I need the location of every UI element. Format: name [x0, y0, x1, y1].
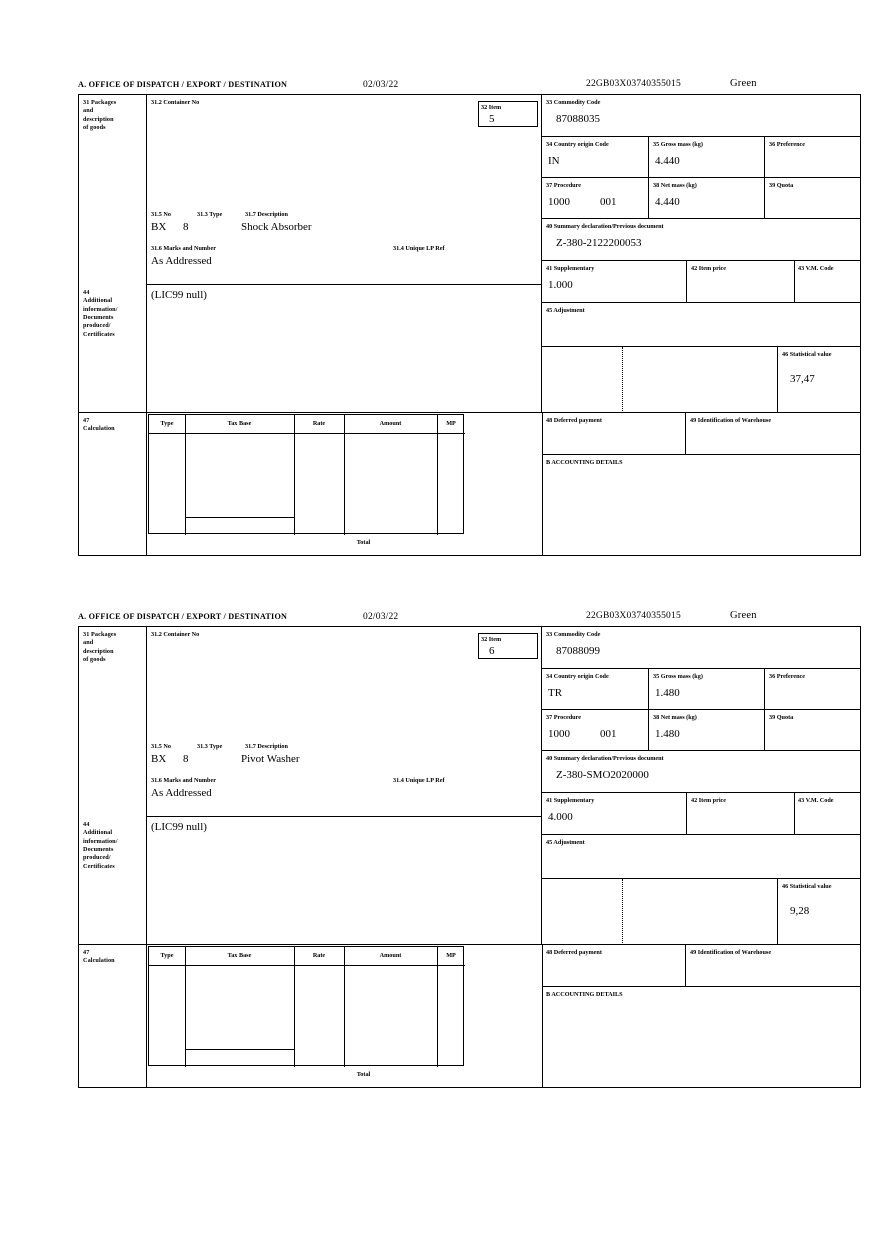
- box46-region-cell: [542, 347, 860, 413]
- box31-4-uniquelp-label: 31.4 Unique LP Ref: [393, 777, 445, 784]
- box31-label-line-1: and: [83, 639, 94, 647]
- box46-dotted-divider: [622, 347, 623, 413]
- box31-label-line-0: 31 Packages: [83, 631, 117, 638]
- box49-label: 49 Identification of Warehouse: [690, 417, 772, 424]
- box34-label: 34 Country origin Code: [546, 673, 609, 680]
- box31-7-description-value: Shock Absorber: [241, 221, 312, 233]
- box47-col-header-0: Type: [160, 952, 174, 959]
- box48-deferred-payment-cell: [542, 413, 686, 455]
- box37-procedure-cell: [542, 710, 649, 751]
- box31-label-line-2: description: [83, 115, 114, 123]
- box39-label: 39 Quota: [769, 182, 794, 189]
- box44-label-line-2: information/: [83, 305, 118, 313]
- office-of-dispatch-label: A. OFFICE OF DISPATCH / EXPORT / DESTINATION: [78, 612, 288, 621]
- box32-label: 32 Item: [481, 636, 502, 643]
- box47-col-header-1: Tax Base: [227, 420, 252, 427]
- box44-label-line-3: Documents: [83, 314, 114, 322]
- box40-value: Z-380-SMO2020000: [556, 769, 649, 781]
- lane-status: Green: [730, 78, 757, 89]
- box47-col-header-4: MP: [446, 420, 456, 427]
- box40-value: Z-380-2122200053: [556, 237, 642, 249]
- boxB-accounting-details-cell: [542, 987, 860, 1088]
- box40-label: 40 Summary declaration/Previous document: [546, 223, 664, 230]
- box33-label: 33 Commodity Code: [546, 99, 601, 106]
- box42-item-price-cell: [687, 793, 795, 835]
- box34-value: TR: [548, 687, 563, 699]
- box47-label-line-1: Calculation: [83, 425, 115, 433]
- box31-5-no-label: 31.5 No: [151, 211, 171, 218]
- box46-label: 46 Statistical value: [782, 883, 832, 890]
- box46-dotted-divider: [622, 879, 623, 945]
- box46-region-cell: [542, 879, 860, 945]
- box32-value: 6: [489, 645, 495, 657]
- box47-label-line-0: 47: [83, 949, 90, 956]
- box47-total-label: Total: [356, 539, 371, 546]
- box47-row-rule: [185, 517, 294, 518]
- form-header: [78, 610, 861, 626]
- box47-table: [148, 946, 464, 1066]
- box47-label-line-1: Calculation: [83, 957, 115, 965]
- box42-item-price-cell: [687, 261, 795, 303]
- box35-value: 1.480: [655, 687, 680, 699]
- box33-value: 87088035: [556, 113, 600, 125]
- box47-col-divider-2: [294, 415, 295, 535]
- box31-7-description-value: Pivot Washer: [241, 753, 300, 765]
- box32-value: 5: [489, 113, 495, 125]
- box41-supplementary-cell: [542, 793, 687, 835]
- box48-label: 48 Deferred payment: [546, 417, 602, 424]
- box39-quota-cell: [765, 710, 860, 751]
- box49-warehouse-cell: [686, 413, 860, 455]
- box31-5-no-value: BX: [151, 753, 167, 765]
- box31-6-marks-label: 31.6 Marks and Number: [151, 777, 216, 784]
- box44-content-cell: [147, 817, 542, 945]
- box31-6-marks-value: As Addressed: [151, 255, 212, 267]
- declaration-box: [78, 626, 861, 1088]
- box31-label-cell: [79, 627, 147, 817]
- movement-reference-number: 22GB03X03740355015: [586, 79, 681, 89]
- box31-label-line-0: 31 Packages: [83, 99, 117, 106]
- lane-status: Green: [730, 610, 757, 621]
- box34-country-origin-cell: [542, 137, 649, 178]
- box31-2-container-label: 31.2 Container No: [151, 631, 200, 638]
- box39-quota-cell: [765, 178, 860, 219]
- box47-col-divider-3: [344, 415, 345, 535]
- box45-adjustment-cell: [542, 303, 860, 347]
- box47-col-header-2: Rate: [312, 420, 326, 427]
- box44-label-line-0: 44: [83, 289, 90, 296]
- box37-value-1: 1000: [548, 728, 570, 740]
- box47-table: [148, 414, 464, 534]
- box44-label-cell: [79, 817, 147, 945]
- declaration-date: 02/03/22: [363, 80, 399, 90]
- box32-item-cell: [478, 633, 538, 659]
- box44-label-line-4: produced/: [83, 322, 111, 330]
- box31-6-marks-value: As Addressed: [151, 787, 212, 799]
- box48-deferred-payment-cell: [542, 945, 686, 987]
- declaration-form-1: [78, 78, 861, 556]
- office-of-dispatch-label: A. OFFICE OF DISPATCH / EXPORT / DESTINATION: [78, 80, 288, 89]
- box43-label: 43 V.M. Code: [798, 265, 834, 272]
- form-header: [78, 78, 861, 94]
- box46-divider: [777, 879, 778, 945]
- box35-label: 35 Gross mass (kg): [653, 141, 703, 148]
- box31-2-container-label: 31.2 Container No: [151, 99, 200, 106]
- box47-col-header-2: Rate: [312, 952, 326, 959]
- declaration-form-2: [78, 610, 861, 1088]
- box31-4-uniquelp-label: 31.4 Unique LP Ref: [393, 245, 445, 252]
- box44-label-line-4: produced/: [83, 854, 111, 862]
- box44-label-cell: [79, 285, 147, 413]
- box47-label-cell: [79, 413, 147, 556]
- box35-label: 35 Gross mass (kg): [653, 673, 703, 680]
- box31-label-cell: [79, 95, 147, 285]
- box47-col-header-3: Amount: [379, 420, 402, 427]
- box31-3-type-label: 31.3 Type: [197, 211, 223, 218]
- box36-preference-cell: [765, 137, 860, 178]
- box46-value: 37,47: [790, 373, 815, 385]
- boxB-label: B ACCOUNTING DETAILS: [546, 991, 623, 998]
- box38-value: 4.440: [655, 196, 680, 208]
- box42-label: 42 Item price: [691, 265, 727, 272]
- box45-label: 45 Adjustment: [546, 307, 585, 314]
- box31-5-no-label: 31.5 No: [151, 743, 171, 750]
- box31-3-type-value: 8: [183, 753, 189, 765]
- box34-country-origin-cell: [542, 669, 649, 710]
- box47-right-divider: [542, 413, 543, 556]
- box31-7-description-label: 31.7 Description: [245, 743, 288, 750]
- box31-3-type-value: 8: [183, 221, 189, 233]
- box37-value-1: 1000: [548, 196, 570, 208]
- box33-commodity-code-cell: [542, 95, 860, 137]
- box31-3-type-label: 31.3 Type: [197, 743, 223, 750]
- box47-col-divider-4: [437, 947, 438, 1067]
- box31-label-line-1: and: [83, 107, 94, 115]
- box47-label-line-0: 47: [83, 417, 90, 424]
- box31-7-description-label: 31.7 Description: [245, 211, 288, 218]
- box37-procedure-cell: [542, 178, 649, 219]
- box47-col-header-4: MP: [446, 952, 456, 959]
- box47-calculation-grid: [147, 413, 542, 556]
- box31-5-no-value: BX: [151, 221, 167, 233]
- box41-value: 1.000: [548, 279, 573, 291]
- box46-label: 46 Statistical value: [782, 351, 832, 358]
- boxB-accounting-details-cell: [542, 455, 860, 556]
- boxB-label: B ACCOUNTING DETAILS: [546, 459, 623, 466]
- box31-6-marks-label: 31.6 Marks and Number: [151, 245, 216, 252]
- box41-value: 4.000: [548, 811, 573, 823]
- box47-col-divider-2: [294, 947, 295, 1067]
- box46-value: 9,28: [790, 905, 810, 917]
- box44-label-line-5: Certificates: [83, 862, 115, 870]
- box36-label: 36 Preference: [769, 141, 806, 148]
- box36-preference-cell: [765, 669, 860, 710]
- box44-value: (LIC99 null): [151, 289, 207, 301]
- box43-vm-code-cell: [795, 793, 860, 835]
- box41-label: 41 Supplementary: [546, 265, 595, 272]
- box35-value: 4.440: [655, 155, 680, 167]
- box49-label: 49 Identification of Warehouse: [690, 949, 772, 956]
- box47-col-divider-4: [437, 415, 438, 535]
- box35-gross-mass-cell: [649, 137, 765, 178]
- box44-label-line-2: information/: [83, 837, 118, 845]
- box38-net-mass-cell: [649, 710, 765, 751]
- box49-warehouse-cell: [686, 945, 860, 987]
- box38-value: 1.480: [655, 728, 680, 740]
- box48-label: 48 Deferred payment: [546, 949, 602, 956]
- box44-label-line-3: Documents: [83, 846, 114, 854]
- box35-gross-mass-cell: [649, 669, 765, 710]
- box37-label: 37 Procedure: [546, 182, 581, 189]
- box32-item-cell: [478, 101, 538, 127]
- box34-value: IN: [548, 155, 560, 167]
- box42-label: 42 Item price: [691, 797, 727, 804]
- box33-value: 87088099: [556, 645, 600, 657]
- box37-value-2: 001: [600, 196, 617, 208]
- box32-label: 32 Item: [481, 104, 502, 111]
- box43-label: 43 V.M. Code: [798, 797, 834, 804]
- box37-value-2: 001: [600, 728, 617, 740]
- box33-label: 33 Commodity Code: [546, 631, 601, 638]
- box47-header-rule: [149, 433, 465, 434]
- declaration-box: [78, 94, 861, 556]
- box34-label: 34 Country origin Code: [546, 141, 609, 148]
- declaration-date: 02/03/22: [363, 612, 399, 622]
- box47-col-header-0: Type: [160, 420, 174, 427]
- box36-label: 36 Preference: [769, 673, 806, 680]
- box45-adjustment-cell: [542, 835, 860, 879]
- box47-col-header-3: Amount: [379, 952, 402, 959]
- box47-calculation-grid: [147, 945, 542, 1088]
- box44-label-line-1: Additional: [83, 829, 113, 837]
- box31-label-line-3: of goods: [83, 124, 106, 132]
- box31-label-line-3: of goods: [83, 656, 106, 664]
- box44-label-line-1: Additional: [83, 297, 113, 305]
- box44-content-cell: [147, 285, 542, 413]
- box31-label-line-2: description: [83, 647, 114, 655]
- box40-previous-document-cell: [542, 751, 860, 793]
- box44-value: (LIC99 null): [151, 821, 207, 833]
- box47-header-rule: [149, 965, 465, 966]
- box47-label-cell: [79, 945, 147, 1088]
- movement-reference-number: 22GB03X03740355015: [586, 611, 681, 621]
- box38-net-mass-cell: [649, 178, 765, 219]
- box41-supplementary-cell: [542, 261, 687, 303]
- box47-total-label: Total: [356, 1071, 371, 1078]
- box47-col-divider-3: [344, 947, 345, 1067]
- box44-label-line-5: Certificates: [83, 330, 115, 338]
- box33-commodity-code-cell: [542, 627, 860, 669]
- box41-label: 41 Supplementary: [546, 797, 595, 804]
- box40-previous-document-cell: [542, 219, 860, 261]
- box43-vm-code-cell: [795, 261, 860, 303]
- box47-right-divider: [542, 945, 543, 1088]
- box47-row-rule: [185, 1049, 294, 1050]
- box39-label: 39 Quota: [769, 714, 794, 721]
- box40-label: 40 Summary declaration/Previous document: [546, 755, 664, 762]
- box44-label-line-0: 44: [83, 821, 90, 828]
- box38-label: 38 Net mass (kg): [653, 714, 697, 721]
- box46-divider: [777, 347, 778, 413]
- box38-label: 38 Net mass (kg): [653, 182, 697, 189]
- box45-label: 45 Adjustment: [546, 839, 585, 846]
- box47-col-header-1: Tax Base: [227, 952, 252, 959]
- box37-label: 37 Procedure: [546, 714, 581, 721]
